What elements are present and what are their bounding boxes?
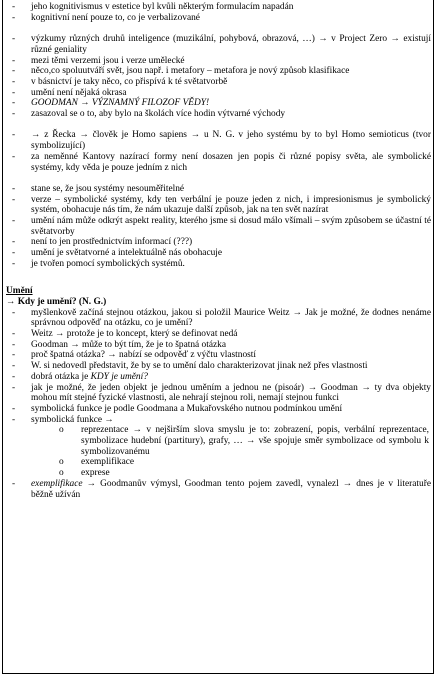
circle-bullet: o bbox=[59, 468, 64, 479]
dash-bullet: - bbox=[12, 248, 16, 259]
sub-list-item: o reprezentace → v nejširším slova smyslu je to: zobrazení, popis, verbální reprezentace, symbolizace hudební (partitury), grafy, … → vše spojuje směr symbolizace od symbolu k symbolizovanému bbox=[59, 425, 429, 457]
list-item: - jeho kognitivismus v estetice byl kvůli některým formulacím napadán bbox=[12, 2, 294, 12]
dash-bullet: - bbox=[12, 12, 16, 23]
list-item: - výzkumy různých druhů inteligence (muzikální, pohybová, obrazová, …) → v Project Zero → existují různé geniality bbox=[12, 34, 431, 55]
dash-bullet: - bbox=[12, 66, 16, 77]
list-item: - není to jen prostřednictvím informací (???) bbox=[12, 237, 193, 248]
circle-bullet: o bbox=[59, 425, 64, 436]
term-italic: exemplifikace bbox=[31, 478, 83, 489]
list-item: - Goodman → může to být tím, že je to špatná otázka bbox=[12, 339, 226, 350]
circle-bullet: o bbox=[59, 457, 64, 468]
list-item: - jak je možné, že jeden objekt je jednou uměním a jednou ne (pisoár) → Goodman → ty dva objekty mohou mít stejné fyzické vlastnosti, ale nehrají stejnou roli, nemají stejnou funkci bbox=[12, 382, 431, 404]
dash-bullet: - bbox=[12, 478, 16, 489]
list-item: - verze – symbolické systémy, kdy ten verbální je pouze jeden z nich, i impresionismus je symbolický systém, obohacuje nás tím, že nám ukazuje další způsob, jak na ten svět nazírat bbox=[12, 194, 431, 216]
dash-bullet: - bbox=[12, 194, 16, 205]
dash-bullet: - bbox=[12, 258, 16, 269]
list-item: - dobrá otázka je KDY je umění? bbox=[12, 371, 148, 382]
dash-bullet: - bbox=[12, 183, 16, 194]
dash-bullet: - bbox=[12, 339, 16, 350]
dash-bullet: - bbox=[12, 350, 16, 361]
dash-bullet: - bbox=[12, 307, 16, 318]
dash-bullet: - bbox=[12, 371, 16, 382]
list-item: - proč špatná otázka? → nabízí se odpověď z výčtu vlastností bbox=[12, 350, 257, 361]
dash-bullet: - bbox=[12, 2, 16, 12]
sub-list-item: o exprese bbox=[59, 468, 110, 479]
list-item: - umění není nějaká okrasa bbox=[12, 87, 127, 98]
list-item: - symbolická funkce je podle Goodmana a Mukařovského nutnou podmínkou umění bbox=[12, 403, 343, 414]
list-item: - W. si nedovedl představit, že by se to umění dalo charakterizovat jinak než přes vlastnosti bbox=[12, 361, 368, 372]
list-item: - Weitz → protože je to koncept, který se definovat nedá bbox=[12, 329, 238, 340]
section-question: → Kdy je umění? (N. G.) bbox=[6, 296, 107, 307]
dash-bullet: - bbox=[12, 403, 16, 414]
list-item: - myšlenkově začíná stejnou otázkou, jakou si položil Maurice Weitz → Jak je možné, že dodnes nenáme správnou odpověď na otázku, co je umění? bbox=[12, 307, 431, 329]
dash-bullet: - bbox=[12, 361, 16, 372]
dash-bullet: - bbox=[12, 98, 16, 109]
dash-bullet: - bbox=[12, 87, 16, 98]
list-item: - mezi těmi verzemi jsou i verze umělecké bbox=[12, 55, 185, 66]
dash-bullet: - bbox=[12, 414, 16, 425]
list-item: - v básnictví je taky něco, co přispívá k té světatvorbě bbox=[12, 76, 228, 87]
list-item: - → z Řecka → člověk je Homo sapiens → u N. G. v jeho systému by to byl Homo semioticus (tvor symbolizující) bbox=[12, 130, 431, 152]
dash-bullet: - bbox=[12, 382, 16, 393]
list-item: - GOODMAN → VÝZNAMNÝ FILOZOF VĚDY! bbox=[12, 98, 210, 109]
list-item: - něco,co spoluutváří svět, jsou např. i metafory – metafora je nový způsob klasifikace bbox=[12, 66, 350, 77]
list-item: - umění nám může odkrýt aspekt reality, kterého jsme si dosud málo všímali – svým způsobem se účastní té světatvorby bbox=[12, 216, 431, 237]
dash-bullet: - bbox=[12, 109, 16, 120]
dash-bullet: - bbox=[12, 130, 16, 141]
dash-bullet: - bbox=[12, 237, 16, 248]
dash-bullet: - bbox=[12, 34, 16, 45]
list-item: - je tvořen pomocí symbolických systémů. bbox=[12, 258, 185, 269]
list-item: - za neměnné Kantovy nazírací formy není dosazen jen popis či různé popisy světa, ale symbolické systémy, kdy věda je pouze jedním z nich bbox=[12, 151, 431, 173]
list-item: - zasazoval se o to, aby bylo na školách více hodin výtvarné východy bbox=[12, 109, 286, 120]
list-item: - stane se, že jsou systémy nesouměřitelné bbox=[12, 183, 185, 194]
dash-bullet: - bbox=[12, 55, 16, 66]
dash-bullet: - bbox=[12, 76, 16, 87]
list-item: - symbolická funkce → bbox=[12, 414, 114, 425]
list-item: - kognitivní není pouze to, co je verbalizované bbox=[12, 12, 200, 23]
dash-bullet: - bbox=[12, 329, 16, 340]
list-item: - umění je světatvorné a intelektuálně nás obohacuje bbox=[12, 248, 223, 259]
document-content bbox=[6, 2, 431, 500]
sub-list-item: o exemplifikace bbox=[59, 457, 135, 468]
dash-bullet: - bbox=[12, 151, 16, 162]
section-title: Umění bbox=[6, 286, 33, 297]
list-item: - exemplifikace → Goodmanův výmysl, Goodman tento pojem zavedl, vynalezl → dnes je v literatuře běžně užíván bbox=[12, 478, 431, 500]
dash-bullet: - bbox=[12, 216, 16, 227]
